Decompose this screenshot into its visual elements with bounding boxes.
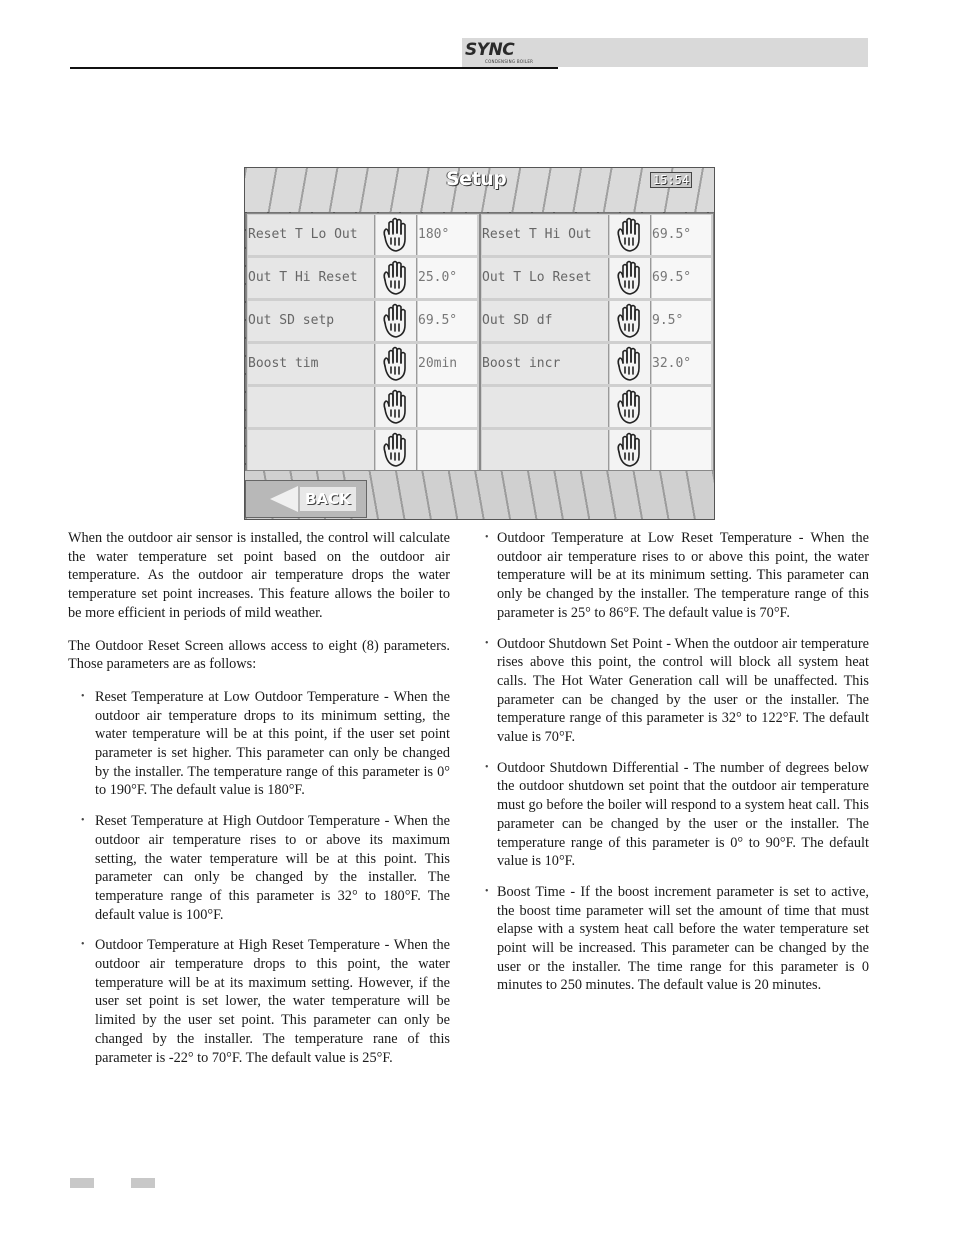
parameter-label (482, 430, 609, 470)
parameter-row[interactable] (247, 386, 479, 427)
parameter-label: Out SD df (482, 301, 609, 341)
parameter-row[interactable] (481, 257, 713, 298)
text-column-right (497, 529, 869, 1007)
parameter-value[interactable]: 20min (418, 344, 477, 384)
parameter-list-right (497, 529, 869, 995)
parameter-panel-right (480, 213, 714, 471)
screen-clock: 15:54 (650, 172, 692, 188)
parameter-value[interactable]: 69.5° (652, 215, 711, 255)
parameter-row[interactable] (481, 300, 713, 341)
parameter-value[interactable] (418, 430, 477, 470)
back-arrow-icon (270, 486, 298, 512)
hand-icon[interactable] (610, 215, 651, 255)
list-item: • Outdoor Temperature at High Reset Temperature - When the outdoor air temperature drops to this point, the water temperature will be at its maximum setting. However, if the user set point is set lower, the water temperature will be limited by the user set point. This parameter can only be changed by the installer. The temperature rane of this parameter is -22° to 70°F. The default value is 25°F. (68, 936, 450, 1067)
sync-logo (465, 40, 555, 66)
screen-title: Setup (446, 168, 507, 190)
parameter-row[interactable] (481, 386, 713, 427)
list-item: • Outdoor Shutdown Differential - The number of degrees below the outdoor shutdown set point that the outdoor air temperature must go before the boiler will respond to a system heat call. This parameter can be changed by the user or the installer. The temperature range of this parameter is 0° to 90°F. The default value is 10°F. (497, 759, 869, 871)
parameter-label: Reset T Lo Out (248, 215, 375, 255)
hand-icon[interactable] (376, 301, 417, 341)
hand-icon[interactable] (376, 258, 417, 298)
hand-icon[interactable] (610, 430, 651, 470)
footer-tab (131, 1178, 155, 1188)
list-item: • Reset Temperature at Low Outdoor Temperature - When the outdoor air temperature drops to its minimum setting, the water temperature will be at this point, if the user set point parameter is set higher. This parameter can only be changed by the installer. The temperature range of this parameter is 0° to 190°F. The default value is 180°F. (68, 688, 450, 800)
list-item: • Outdoor Temperature at Low Reset Temperature - When the outdoor air temperature rises to or above this point, the water temperature will be at its minimum setting. This parameter can only be changed by the installer. The temperature range of this parameter is 25° to 86°F. The default value is 70°F. (497, 529, 869, 623)
back-button[interactable] (245, 480, 367, 518)
hand-icon[interactable] (610, 387, 651, 427)
setup-screen-figure (244, 167, 715, 520)
parameter-value[interactable]: 69.5° (418, 301, 477, 341)
hand-icon[interactable] (610, 344, 651, 384)
parameter-row[interactable] (481, 429, 713, 470)
hand-icon[interactable] (376, 387, 417, 427)
parameter-row[interactable] (481, 214, 713, 255)
parameter-label (248, 387, 375, 427)
hand-icon[interactable] (376, 344, 417, 384)
footer-tab (70, 1178, 94, 1188)
parameter-label (248, 430, 375, 470)
parameter-label: Boost incr (482, 344, 609, 384)
back-label: BACK (300, 487, 356, 511)
parameter-panel-left (246, 213, 480, 471)
hand-icon[interactable] (610, 258, 651, 298)
parameter-row[interactable] (247, 429, 479, 470)
parameter-value[interactable] (418, 387, 477, 427)
list-item: • Reset Temperature at High Outdoor Temperature - When the outdoor air temperature rises to or above its maximum setting, the water temperature will be at this point. This parameter can only be changed by the installer. The temperature range of this parameter is 32° to 180°F. The default value is 100°F. (68, 812, 450, 924)
parameter-value[interactable] (652, 430, 711, 470)
logo-mark: SYNC (465, 40, 515, 60)
intro-paragraph-2: The Outdoor Reset Screen allows access to eight (8) parameters. Those parameters are as follows: (68, 637, 450, 673)
parameter-row[interactable] (247, 300, 479, 341)
list-item: • Outdoor Shutdown Set Point - When the outdoor air temperature rises above this point, the control will block all system heat calls. The Hot Water Generation call will be unaffected. This parameter can be changed by the user or the installer. The temperature range of this parameter is 32° to 122°F. The default value is 70°F. (497, 635, 869, 747)
parameter-row[interactable] (247, 214, 479, 255)
parameter-value[interactable]: 180° (418, 215, 477, 255)
parameter-row[interactable] (481, 343, 713, 384)
text-column-left (68, 529, 450, 1079)
list-item: • Boost Time - If the boost increment parameter is set to active, the boost time parameter will set the amount of time that must elapse with a system heat call before the water temperature set point will be increased. This parameter can be changed by the user or the installer. The time range for this parameter is 0 minutes to 250 minutes. The default value is 20 minutes. (497, 883, 869, 995)
header-rule (70, 67, 558, 69)
hand-icon[interactable] (610, 301, 651, 341)
parameter-label: Out T Hi Reset (248, 258, 375, 298)
parameter-row[interactable] (247, 343, 479, 384)
parameter-value[interactable]: 69.5° (652, 258, 711, 298)
hand-icon[interactable] (376, 215, 417, 255)
intro-paragraph: When the outdoor air sensor is installed, the control will calculate the water temperature set point based on the outdoor air temperature. As the outdoor air temperature drops the water temperature set point increases. This feature allows the boiler to be more efficient in periods of mild weather. (68, 530, 450, 621)
parameter-label (482, 387, 609, 427)
parameter-row[interactable] (247, 257, 479, 298)
parameter-value[interactable]: 32.0° (652, 344, 711, 384)
parameter-value[interactable] (652, 387, 711, 427)
parameter-list-left (68, 688, 450, 1067)
parameter-label: Out T Lo Reset (482, 258, 609, 298)
parameter-label: Reset T Hi Out (482, 215, 609, 255)
parameter-label: Boost tim (248, 344, 375, 384)
parameter-value[interactable]: 25.0° (418, 258, 477, 298)
parameter-label: Out SD setp (248, 301, 375, 341)
logo-subtext: CONDENSING BOILER (485, 59, 534, 64)
hand-icon[interactable] (376, 430, 417, 470)
parameter-value[interactable]: 9.5° (652, 301, 711, 341)
